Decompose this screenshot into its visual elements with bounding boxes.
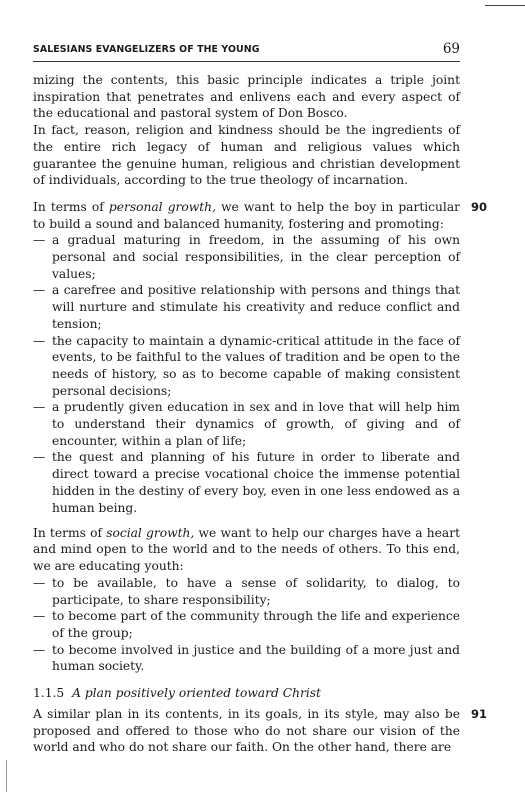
section-title: A plan positively oriented toward Christ: [72, 686, 321, 701]
personal-growth-list: [33, 232, 460, 516]
page-edge-mark: [6, 760, 7, 792]
paragraph-social-growth: [33, 525, 460, 675]
list-item: — a prudently given education in sex and in love that will help him to understand their dynamics of growth, of giving and of encounter, within a plan of life;: [33, 399, 460, 449]
social-growth-lead-after: we want to help our charges have a heart and mind open to the world and to the needs of others. To this end, we are educating youth:: [33, 525, 461, 574]
margin-number-91: 91: [471, 706, 488, 721]
running-header: [33, 43, 460, 57]
body-text: [33, 72, 488, 756]
paragraph-reason-religion-kindness: In fact, reason, religion and kindness should be the ingredients of the entire rich legacy of human and religious values which guarantee the genuine human, religious and christian development of individuals, according to the true theology of incarnation.: [33, 123, 460, 188]
margin-number-90: 90: [471, 199, 488, 214]
paragraph-91: [33, 706, 488, 756]
paragraph-continued: mizing the contents, this basic principle indicates a triple joint inspiration that penetrates and enlivens each and every aspect of the educational and pastoral system of Don Bosco.: [33, 73, 460, 121]
section-number: 1.1.5: [33, 686, 65, 701]
list-item: — to become involved in justice and the building of a more just and human society.: [33, 642, 460, 675]
running-head-title: SALESIANS EVANGELIZERS OF THE YOUNG: [33, 44, 260, 55]
social-growth-lead-before: In terms of: [33, 525, 107, 540]
social-growth-term: social growth,: [106, 525, 195, 540]
list-item: — the capacity to maintain a dynamic-critical attitude in the face of events, to be faithful to the values of tradition and be open to the needs of history, so as to become capable of making consistent personal decisions;: [33, 333, 460, 400]
page-number: 69: [442, 41, 460, 57]
list-item: — to become part of the community through the life and experience of the group;: [33, 608, 460, 641]
personal-growth-lead-before: In terms of: [33, 199, 109, 214]
list-item: — a carefree and positive relationship with persons and things that will nurture and stimulate his creativity and reduce conflict and tension;: [33, 282, 460, 332]
page-corner-rule: [485, 5, 525, 6]
social-growth-list: [33, 575, 460, 675]
personal-growth-term: personal growth,: [108, 199, 216, 214]
personal-growth-lead: [33, 199, 460, 232]
list-item: — the quest and planning of his future in order to liberate and direct toward a precise vocational choice the immense potential hidden in the destiny of every boy, even in one less endowed as a human being.: [33, 449, 460, 516]
personal-growth-lead-after: we want to help the boy in particular to build a sound and balanced humanity, fostering and promoting:: [33, 199, 460, 231]
header-rule: [33, 61, 460, 62]
section-heading: [33, 685, 460, 702]
paragraph-90: [33, 199, 488, 516]
christ-plan-paragraph: A similar plan in its contents, in its goals, in its style, may also be proposed and offered to those who do not share our vision of the world and who do not share our faith. On the other hand, there are: [33, 706, 460, 755]
list-item: — a gradual maturing in freedom, in the assuming of his own personal and social responsibilities, in the clear perception of values;: [33, 232, 460, 282]
list-item: — to be available, to have a sense of solidarity, to dialog, to participate, to share responsibility;: [33, 575, 460, 608]
social-growth-lead: [33, 525, 460, 575]
